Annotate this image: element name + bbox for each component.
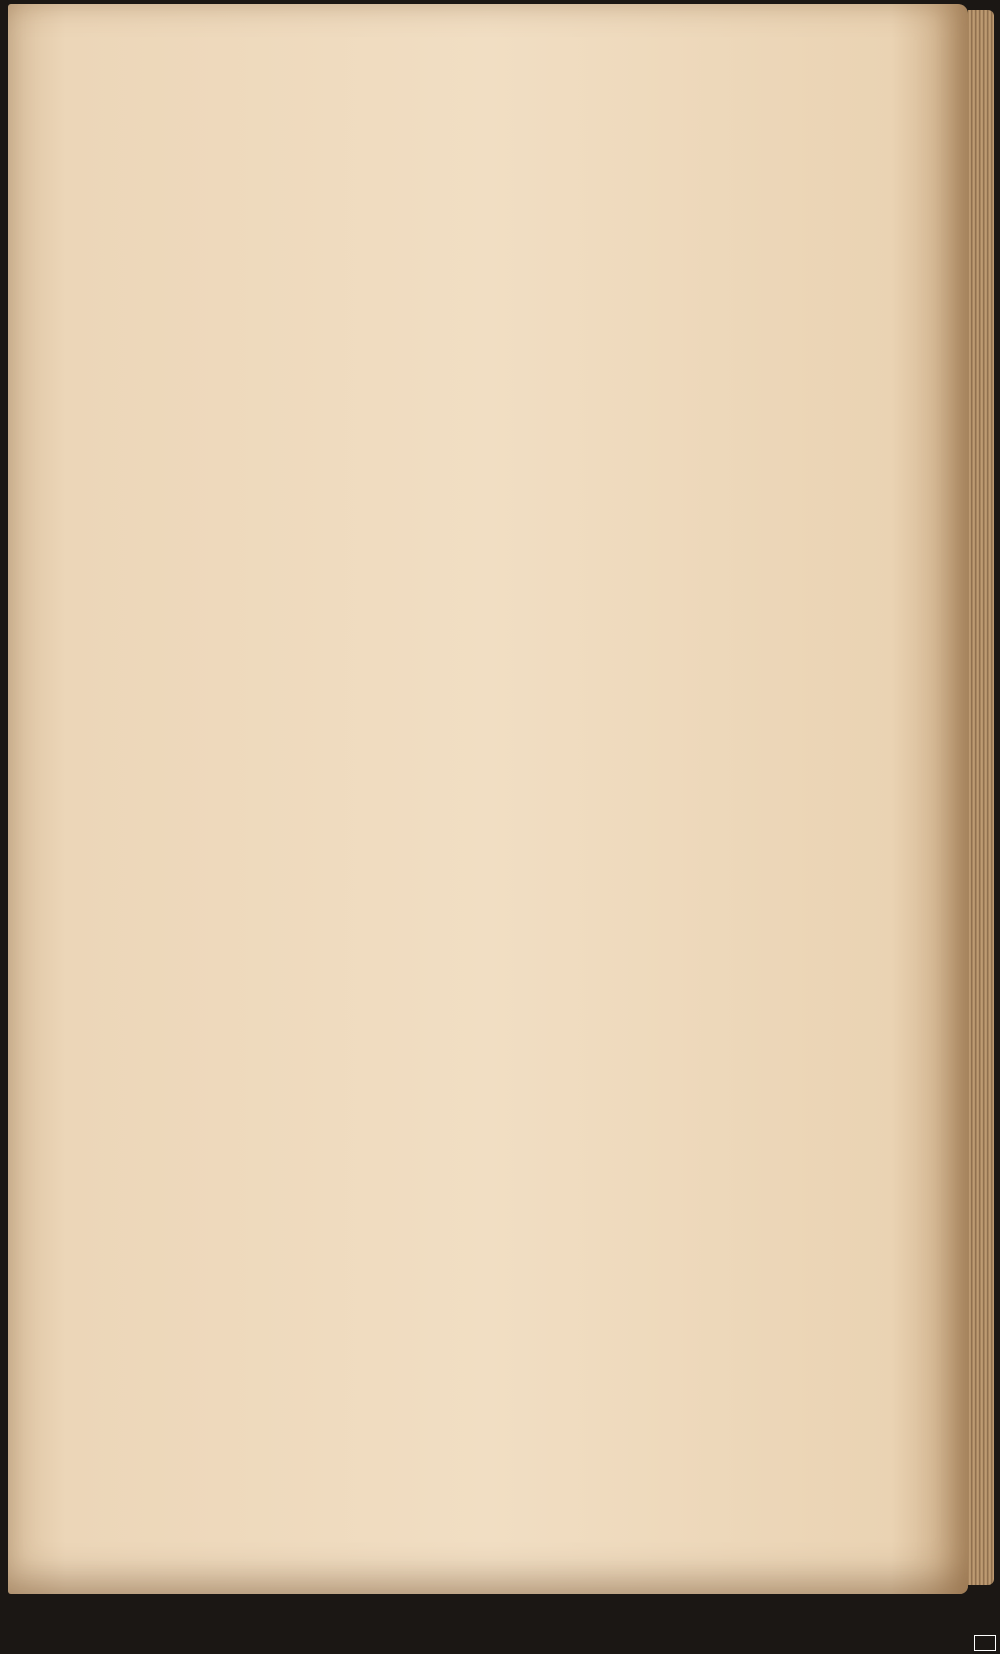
footer-bar <box>0 1632 1000 1654</box>
dfg-logo <box>974 1635 996 1651</box>
page-edge <box>968 10 994 1585</box>
book-page <box>8 4 968 1594</box>
drop-cap-initial <box>55 845 155 955</box>
